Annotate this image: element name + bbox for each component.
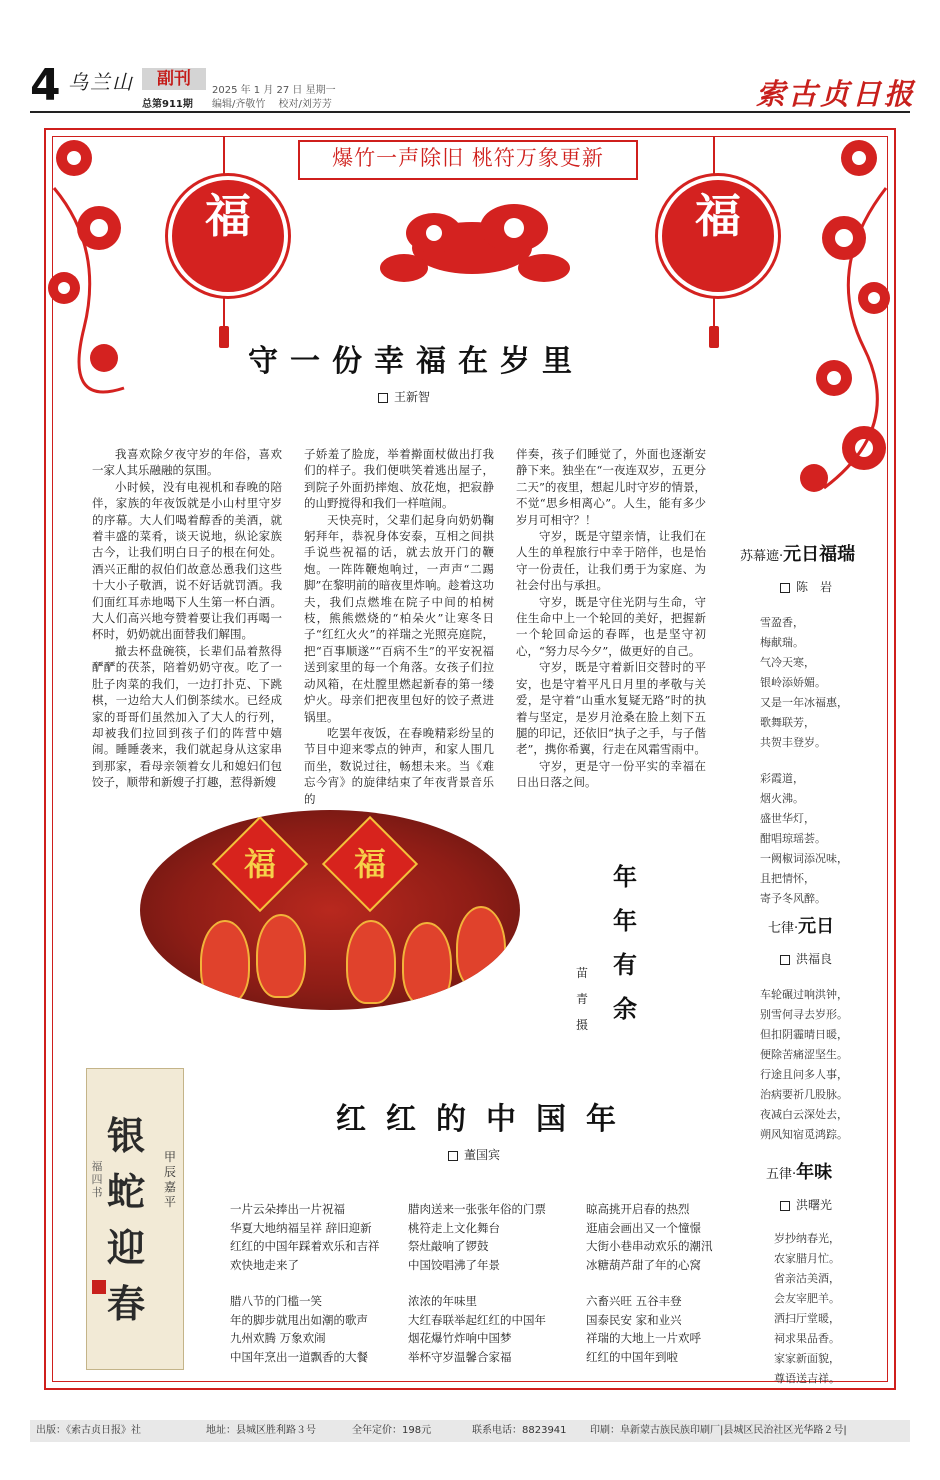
poem-body: 雪盈香， 梅献瑞。 气冷天寒， 银岭添娇媚。 又是一年冰福惠， 歌舞联芳， 共贺丰登岁。 彩霞道， 烟火沸。 盛世华灯， 酣唱琼瑶荟。 一阙椒词添况味， 且把情怀， 寄予冬风醉。 <box>760 616 848 905</box>
flower-icon <box>90 344 118 372</box>
fish-ornament-icon <box>256 914 306 998</box>
photo-credit: 苗青摄 <box>575 966 588 1032</box>
column-logo: 乌兰山 <box>68 70 134 94</box>
poem-author: 洪福良 <box>780 950 888 967</box>
paragraph: 守岁，既是守着新旧交替时的平安，也是守着平凡日月里的孝敬与关爱，是守着“山重水复疑无路”时的执着与坚定，是岁月沧桑在脸上刻下五腿的印记，还依旧“执子之手，与子偕老”，携你希翼，行走在风霜雪雨中。 <box>516 660 706 757</box>
article-author <box>378 388 430 405</box>
paragraph: 守岁，既是守住光阴与生命，守住生命中上一个轮回的美好，把握新一个轮回命运的春晖，也是坚守初心，“努力尽今夕”，做更好的自己。 <box>516 594 706 658</box>
footer-publisher: 出版：《索古贞日报》社 <box>36 1425 141 1436</box>
article-title: 守一份幸福在岁里 <box>248 344 584 379</box>
seal-stamp-icon <box>92 1280 106 1294</box>
issue-number: 总第911期 <box>142 99 193 110</box>
footer-price: 全年定价：198元 <box>352 1425 432 1436</box>
paragraph: 伴奏，孩子们睡觉了，外面也逐渐安静下来。独坐在“一夜连双岁，五更分二天”的夜里，想起儿时守岁的情景，不觉“思乡相离心”。人生，能有多少岁月可相守？！ <box>516 447 706 527</box>
festive-banner: 爆竹一声除旧 桃符万象更新 <box>298 140 638 180</box>
footer-address: 地址：县城区胜利路３号 <box>206 1425 316 1436</box>
photo-title: 年年有余 <box>613 862 637 1023</box>
calligraphy-main-text: 银蛇迎春 <box>106 1113 145 1326</box>
fu-ornament: 福 <box>322 816 418 912</box>
lantern-string <box>713 298 715 328</box>
poem-block-3 <box>766 1158 886 1389</box>
paragraph: 吃罢年夜饭，在春晚精彩纷呈的节目中迎来零点的钟声，和家人围几而坐，数说过往，畅想未来。当《难忘今宵》的旋律结束了年夜背景音乐的 <box>304 725 494 806</box>
fish-ornament-icon <box>402 922 452 1006</box>
footer-bar <box>30 1420 910 1442</box>
tassel-icon <box>709 326 719 348</box>
poem-author: 陈 岩 <box>780 578 880 595</box>
paragraph: 小时候，没有电视机和春晚的陪伴，家族的年夜饭就是小山村里守岁的序幕。大人们喝着醇香的美酒，就着丰盛的菜肴，谈天说地，纵论家族古今，让我们明白日子的根在何处。酒兴正酣的叔伯们故意怂恿我们这些十大小子敬酒，说不好话就罚酒。我们面红耳赤地喝下人生第一杯白酒。大人们高兴地夸赞着要让我们再喝一杯时，奶奶就出面替我们解围。 <box>92 479 282 642</box>
paragraph: 子娇羞了脸庞，举着擀面杖做出打我们的样子。我们便哄笑着逃出屋子，到院子外面扔摔炮、放花炮，把寂静的山野搅得和我们一样喧闹。 <box>304 447 494 511</box>
issue-date: 2025 年 1 月 27 日 星期一 <box>212 85 336 96</box>
article-column-3 <box>516 446 706 791</box>
article-column-1 <box>92 446 282 791</box>
fu-ornament: 福 <box>212 816 308 912</box>
fish-ornament-icon <box>346 920 396 1004</box>
fish-ornament-icon <box>456 906 506 990</box>
footer-printer: 印刷：阜新蒙古族民族印刷厂|县城区民治社区光华路２号| <box>590 1425 847 1436</box>
newspaper-masthead: 索古贞日报 <box>755 77 916 111</box>
poem2-column-3: 晾高挑开启春的热烈 逛庙会画出又一个憧憬 大街小巷串动欢乐的潮汛 冰糖葫芦甜了年的心窝 六畜兴旺 五谷丰登 国泰民安 家和业兴 祥瑞的大地上一片欢呼 红红的中国年到啦 <box>586 1202 713 1364</box>
poem2-author: 董国宾 <box>448 1146 500 1163</box>
poem-body: 车轮碾过响洪钟， 别雪何寻去岁形。 但扣阴霾晴日暖， 便除苦痛涩坚生。 行途且问多人事， 治病要祈几股脉。 夜减白云深处去， 朔风知宿觅鸿踪。 <box>760 988 848 1141</box>
editor-credits: 编辑/齐敬竹 校对/刘芳芳 <box>212 99 332 110</box>
calligraphy-signature: 福四书 <box>91 1160 103 1199</box>
fish-ornament-icon <box>200 920 250 1004</box>
calligraphy-inscription: 甲辰嘉平 <box>163 1150 176 1209</box>
lantern-string <box>223 298 225 328</box>
article-column-2 <box>304 446 494 807</box>
footer-phone: 联系电话：8823941 <box>472 1425 567 1436</box>
section-label: 副刊 <box>142 68 206 90</box>
poem-block-1 <box>740 540 880 909</box>
article-author-name: 王新智 <box>394 390 431 404</box>
flower-icon <box>800 464 828 492</box>
photo-new-year-ornaments <box>140 810 520 1010</box>
poem-body: 岁抄纳春光， 农家腊月忙。 省亲沽美酒， 会友宰肥羊。 洒扫厅堂暖， 祠求果品香。 家家新面貌， 尊语送吉祥。 <box>774 1232 840 1385</box>
auspicious-cloud-icon <box>380 204 570 282</box>
poem-title: 苏幕遮·元日福瑞 <box>740 544 856 565</box>
fu-lantern-left: 福 <box>168 176 288 296</box>
fu-lantern-right: 福 <box>658 176 778 296</box>
poem-title: 五律·年味 <box>766 1162 833 1183</box>
paragraph: 守岁，更是守一份平实的幸福在日出日落之间。 <box>516 758 706 790</box>
poem-block-2 <box>760 912 888 1145</box>
poem-title: 七律·元日 <box>768 916 835 937</box>
paragraph: 撤去杯盘碗筷，长辈们品着熬得酽酽的茯茶，陪着奶奶守夜。吃了一肚子肉菜的我们，一边打扑克、下跳棋，一边给大人们倒茶续水。已经成家的哥哥们虽然加入了大人的行列，却被我们拉回到孩子们的阵营中嬉闹。睡睡袭来，我们就起身从这家串到那家，看母亲领着女儿和媳妇们包饺子，顺带和新嫂子打趣，惹得新嫂 <box>92 643 282 790</box>
page-number: 4 <box>30 60 61 111</box>
poem2-column-1: 一片云朵捧出一片祝福 华夏大地纳福呈祥 辞旧迎新 红红的中国年踩着欢乐和吉祥 欢快地走来了 腊八节的门槛一笑 年的脚步就甩出如潮的歌声 九州欢腾 万象欢闹 中国年烹出一道飘香的大餐 <box>230 1202 380 1364</box>
poem-author: 洪曙光 <box>780 1196 886 1213</box>
poem2-column-2: 腊肉送来一张张年俗的门票 桃符走上文化舞台 祭灶敲响了锣鼓 中国饺唱沸了年景 浓浓的年味里 大红春联举起红红的中国年 烟花爆竹炸响中国梦 举杯守岁温馨合家福 <box>408 1202 546 1364</box>
paragraph: 守岁，既是守望亲情，让我们在人生的单程旅行中幸于陪伴，也是怡守一份责任，让我们勇于为家庭、为社会付出与承担。 <box>516 529 706 593</box>
header-rule <box>30 111 910 113</box>
tassel-icon <box>219 326 229 348</box>
paragraph: 天快亮时，父辈们起身向奶奶鞠躬拜年，恭祝身体安泰，互相之间拱手说些祝福的话，就去放开门的鞭炮。一阵阵鞭炮响过，一声声“二踢脚”在黎明前的暗夜里炸响。趁着这功夫，我们点燃堆在院子中间的柏树枝，熊熊燃烧的“柏朵火”让寒冬日子“红红火火”的祥瑞之光照亮庭院，把“百事顺遂”“百病不生”的平安祝福送到家里的每一个角落。女孩子们拉动风箱，在灶膛里燃起新春的第一缕炉火。母亲们把夜里包好的饺子煮进锅里。 <box>304 512 494 724</box>
poem2-title: 红红的中国年 <box>336 1102 636 1137</box>
paragraph: 我喜欢除夕夜守岁的年俗，喜欢一家人其乐融融的氛围。 <box>92 447 282 478</box>
